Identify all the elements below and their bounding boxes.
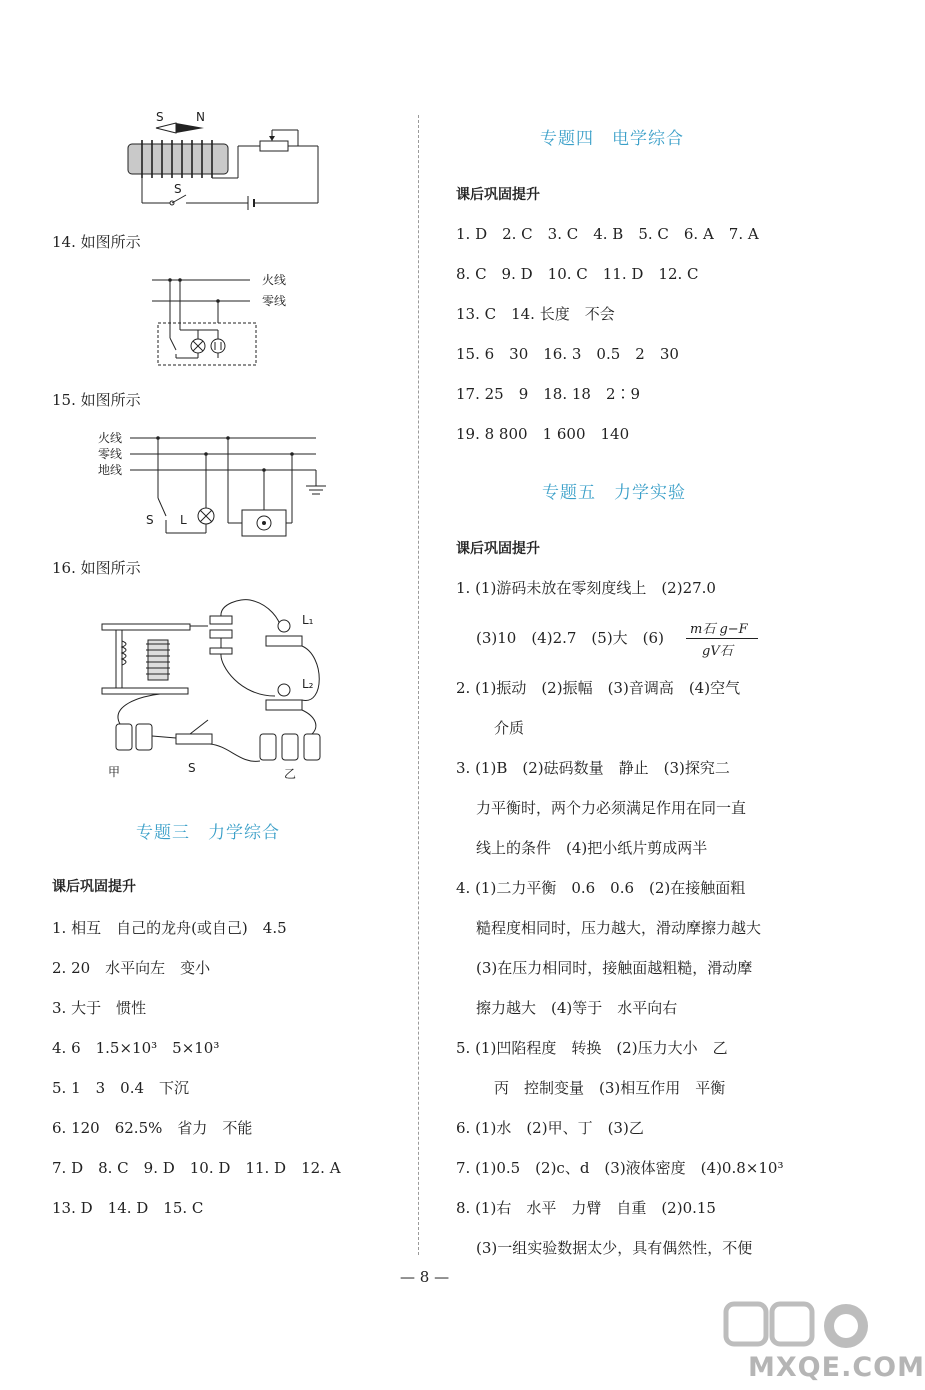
compass-s-label: S [156, 110, 164, 124]
section5-subtitle: 课后巩固提升 [456, 541, 540, 557]
section5-title: 专题五 力学实验 [542, 483, 686, 503]
fig16-l1-label: L₁ [302, 613, 314, 627]
fig15-l-label: L [180, 513, 187, 527]
fig16-relay-circuit [100, 596, 330, 786]
fig14-live-label: 火线 [262, 273, 287, 287]
fig15-s-label: S [146, 513, 154, 527]
answer3-line-3: 3. 大于 惯性 [52, 999, 147, 1017]
answer4-line-1: 1. D 2. C 3. C 4. B 5. C 6. A 7. A [456, 225, 759, 243]
page-number: — 8 — [400, 1268, 450, 1286]
answer5-line-2: (3)10 (4)2.7 (5)大 (6) [476, 629, 664, 647]
fig14-neutral-label: 零线 [262, 294, 287, 308]
answer5-line-8: 4. (1)二力平衡 0.6 0.6 (2)在接触面粗 [456, 879, 746, 897]
answer5-line-3: 2. (1)振动 (2)振幅 (3)音调高 (4)空气 [456, 679, 741, 697]
answer5-line-15: 7. (1)0.5 (2)c、d (3)液体密度 (4)0.8×10³ [456, 1159, 784, 1177]
fig15-neutral-label: 零线 [98, 447, 123, 461]
answer5-line-6: 力平衡时，两个力必须满足作用在同一直 [476, 799, 747, 817]
section3-title: 专题三 力学综合 [136, 823, 280, 843]
answer5-line-4: 介质 [494, 719, 525, 737]
answer4-line-3: 13. C 14. 长度 不会 [456, 305, 615, 323]
answer4-line-6: 19. 8 800 1 600 140 [456, 425, 630, 443]
answer3-line-6: 6. 120 62.5% 省力 不能 [52, 1119, 253, 1137]
answer5-line-5: 3. (1)B (2)砝码数量 静止 (3)探究二 [456, 759, 730, 777]
fig15-live-label: 火线 [98, 431, 123, 445]
answer5-line-13: 丙 控制变量 (3)相互作用 平衡 [494, 1079, 726, 1097]
answer5-line-14: 6. (1)水 (2)甲、丁 (3)乙 [456, 1119, 644, 1137]
q16-label: 16. 如图所示 [52, 559, 141, 577]
formula-denominator: gV石 [702, 644, 733, 659]
fig15-ground-label: 地线 [98, 463, 123, 477]
answer5-line-1: 1. (1)游码未放在零刻度线上 (2)27.0 [456, 579, 716, 597]
answer3-line-5: 5. 1 3 0.4 下沉 [52, 1079, 190, 1097]
compass-n-label: N [196, 110, 205, 124]
fig16-l2-label: L₂ [302, 677, 314, 691]
answer5-line-11: 擦力越大 (4)等于 水平向右 [476, 999, 678, 1017]
answer5-line-9: 糙程度相同时，压力越大，滑动摩擦力越大 [476, 919, 762, 937]
formula-numerator: m石 g−F [690, 622, 748, 637]
section3-subtitle: 课后巩固提升 [52, 879, 136, 895]
fig16-yi-label: 乙 [284, 767, 297, 781]
watermark-logo [720, 1300, 925, 1385]
fig15-household-circuit [96, 428, 336, 543]
answer5-line-16: 8. (1)右 水平 力臂 自重 (2)0.15 [456, 1199, 716, 1217]
formula-fraction-bar [686, 638, 758, 639]
answer3-line-7: 7. D 8. C 9. D 10. D 11. D 12. A [52, 1159, 341, 1177]
section4-title: 专题四 电学综合 [540, 129, 684, 149]
answer5-line-12: 5. (1)凹陷程度 转换 (2)压力大小 乙 [456, 1039, 728, 1057]
answer4-line-5: 17. 25 9 18. 18 2∶9 [456, 385, 641, 403]
answer3-line-8: 13. D 14. D 15. C [52, 1199, 204, 1217]
fig16-jia-label: 甲 [108, 765, 121, 779]
q15-label: 15. 如图所示 [52, 391, 141, 409]
section4-subtitle: 课后巩固提升 [456, 187, 540, 203]
fig16-s-label: S [188, 761, 196, 775]
q14-label: 14. 如图所示 [52, 233, 141, 251]
column-divider [418, 115, 419, 1255]
answer5-line-17: (3)一组实验数据太少，具有偶然性，不便 [476, 1239, 753, 1257]
answer3-line-1: 1. 相互 自己的龙舟(或自己) 4.5 [52, 919, 287, 937]
answer3-line-2: 2. 20 水平向左 变小 [52, 959, 211, 977]
answer4-line-4: 15. 6 30 16. 3 0.5 2 30 [456, 345, 679, 363]
switch-s-label: S [174, 182, 182, 196]
answer5-line-10: (3)在压力相同时，接触面越粗糙，滑动摩 [476, 959, 753, 977]
watermark-text: MXQE.COM [748, 1352, 925, 1383]
answer5-line-7: 线上的条件 (4)把小纸片剪成两半 [476, 839, 708, 857]
answer3-line-4: 4. 6 1.5×10³ 5×10³ [52, 1039, 220, 1057]
solenoid-circuit-figure [120, 108, 330, 208]
answer4-line-2: 8. C 9. D 10. C 11. D 12. C [456, 265, 699, 283]
fig14-socket-wiring [150, 268, 310, 368]
